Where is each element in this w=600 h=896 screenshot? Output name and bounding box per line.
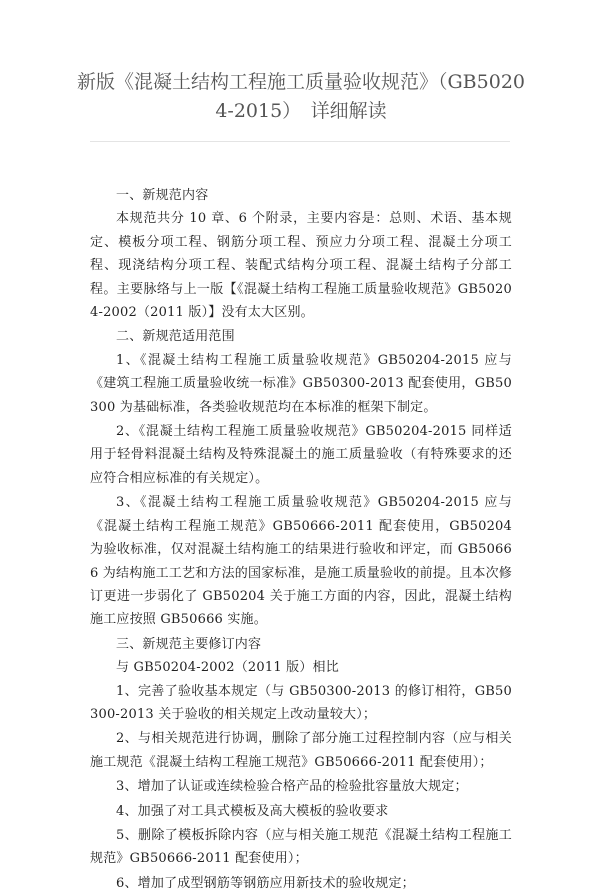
revision-item-4: 4、加强了对工具式模板及高大模板的验收要求	[116, 803, 389, 819]
section-heading-1: 一、新规范内容	[116, 188, 209, 203]
section-heading-3: 三、新规范主要修订内容	[116, 636, 262, 652]
revision-item-5: 5、删除了模板拆除内容（应与相关施工规范《混凝土结构工程施工规范》GB50666-2011 配套使用）；	[90, 827, 512, 867]
revision-item-3: 3、增加了认证或连续检验合格产品的检验批容量放大规定；	[116, 779, 468, 795]
section-heading-2: 二、新规范适用范围	[116, 329, 235, 345]
paragraph-item-2: 2、《混凝土结构工程施工质量验收规范》GB50204-2015 同样适用于轻骨料混凝土结构及特殊混凝土的施工质量验收（有特殊要求的还应符合相应标准的有关规定）。	[90, 424, 512, 486]
paragraph-item-1: 1、《混凝土结构工程施工质量验收规范》GB50204-2015 应与《建筑工程施工质量验收统一标准》GB50300-2013 配套使用，GB50300 为基础标准，各类验收规范均在本标准的框架下制定。	[90, 352, 512, 415]
revision-item-2: 2、与相关规范进行协调，删除了部分施工过程控制内容（应与相关施工规范《混凝土结构工程施工规范》GB50666-2011 配套使用）；	[90, 731, 512, 770]
revision-item-6: 6、增加了成型钢筋等钢筋应用新技术的验收规定；	[116, 875, 415, 891]
revision-item-1: 1、完善了验收基本规定（与 GB50300-2013 的修订相符，GB50300-2013 关于验收的相关规定上改动量较大）；	[90, 683, 512, 722]
document-title-line-1: 新版《混凝土结构工程施工质量验收规范》（GB5020	[77, 71, 525, 93]
paragraph-scope-content: 本规范共分 10 章、6 个附录，主要内容是：总则、术语、基本规定、模板分项工程、钢筋分项工程、预应力分项工程、混凝土分项工程、现浇结构分项工程、装配式结构分项工程、混凝土结构子分部工程。主要脉络与上一版【《混凝土结构工程施工质量验收规范》GB50204-2002（2011 版）】没有太大区别。	[90, 211, 512, 321]
document-title	[70, 68, 532, 126]
comparison-intro: 与 GB50204-2002（2011 版）相比	[116, 660, 339, 676]
paragraph-item-3: 3、《混凝土结构工程施工质量验收规范》GB50204-2015 应与《混凝土结构工程施工规范》GB50666-2011 配套使用，GB50204 为验收标准，仅对混凝土结构施工的结果进行验收和评定，而 GB50666 为结构施工工艺和方法的国家标准，是施工质量验收的前提。且本次修订更进一步弱化了 GB50204 关于施工方面的内容，因此，混凝土结构施工应按照 GB50666 实施。	[90, 495, 513, 628]
document-body	[90, 184, 512, 896]
document-title-line-2: 4-2015） 详细解读	[215, 100, 387, 122]
title-divider	[90, 141, 510, 142]
